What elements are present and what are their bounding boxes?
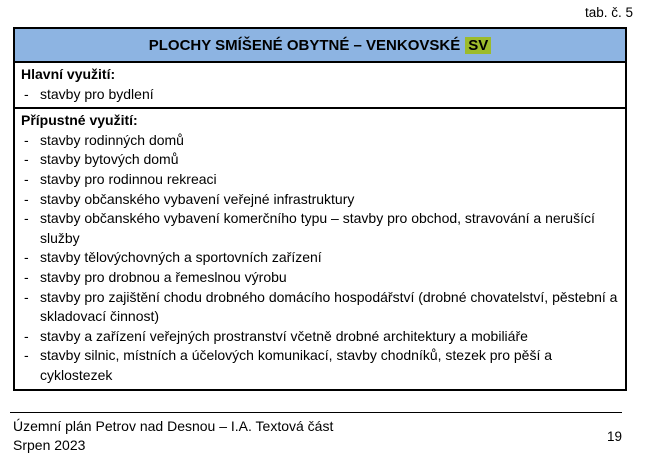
list-item xyxy=(19,346,619,385)
list-item-text: stavby tělovýchovných a sportovních zařízení xyxy=(40,249,322,266)
footer-text xyxy=(13,417,333,455)
list-item-text: stavby pro bydlení xyxy=(40,85,154,102)
bullet-dash: - xyxy=(24,131,29,148)
section-heading: Hlavní využití: xyxy=(21,66,116,82)
zoning-table xyxy=(13,27,627,391)
bullet-dash: - xyxy=(24,249,29,266)
bullet-dash: - xyxy=(24,327,29,344)
page-footer xyxy=(13,417,632,455)
list-item-text: stavby pro zajištění chodu drobného domácího hospodářství (drobné chovatelství, pěstební a skladovací činnost) xyxy=(40,288,618,325)
list-item-text: stavby občanského vybavení komerčního typu – stavby pro obchod, stravování a nerušící služby xyxy=(40,210,595,246)
table-title-row xyxy=(15,29,625,63)
section-permissible-use xyxy=(15,107,625,388)
list-item xyxy=(19,131,619,151)
bullet-dash: - xyxy=(24,85,29,102)
list-item xyxy=(19,268,619,288)
table-title: PLOCHY SMÍŠENÉ OBYTNÉ – VENKOVSKÉ xyxy=(148,37,461,54)
list-item-text: stavby pro drobnou a řemeslnou výrobu xyxy=(40,268,287,285)
bullet-dash: - xyxy=(24,170,29,187)
footer-divider xyxy=(10,412,622,413)
bullet-dash: - xyxy=(24,288,29,305)
table-code-badge: SV xyxy=(465,37,491,54)
list-item xyxy=(19,150,619,170)
list-item xyxy=(19,327,619,347)
list-item xyxy=(19,209,619,248)
list-item xyxy=(19,85,619,105)
table-caption: tab. č. 5 xyxy=(584,5,633,20)
list-item xyxy=(19,248,619,268)
footer-document-title: Územní plán Petrov nad Desnou – I.A. Textová část xyxy=(13,418,334,434)
list-item-text: stavby občanského vybavení veřejné infrastruktury xyxy=(40,190,355,207)
footer-date: Srpen 2023 xyxy=(13,437,86,453)
section-main-use xyxy=(15,63,625,107)
bullet-dash: - xyxy=(24,151,29,168)
section-heading: Přípustné využití: xyxy=(21,112,138,129)
list-item-text: stavby a zařízení veřejných prostranství včetně drobné architektury a mobiliáře xyxy=(40,327,528,344)
list-item xyxy=(19,190,619,210)
bullet-dash: - xyxy=(24,190,29,207)
page-number: 19 xyxy=(606,428,622,444)
bullet-dash: - xyxy=(24,347,29,364)
list-item-text: stavby bytových domů xyxy=(40,151,179,168)
list-item-text: stavby pro rodinnou rekreaci xyxy=(40,170,217,187)
list-item-text: stavby rodinných domů xyxy=(40,131,184,148)
list-item xyxy=(19,288,619,327)
list-item-text: stavby silnic, místních a účelových komunikací, stavby chodníků, stezek pro pěší a cyklostezek xyxy=(40,347,553,383)
bullet-dash: - xyxy=(24,268,29,285)
bullet-dash: - xyxy=(24,210,29,227)
list-item xyxy=(19,170,619,190)
